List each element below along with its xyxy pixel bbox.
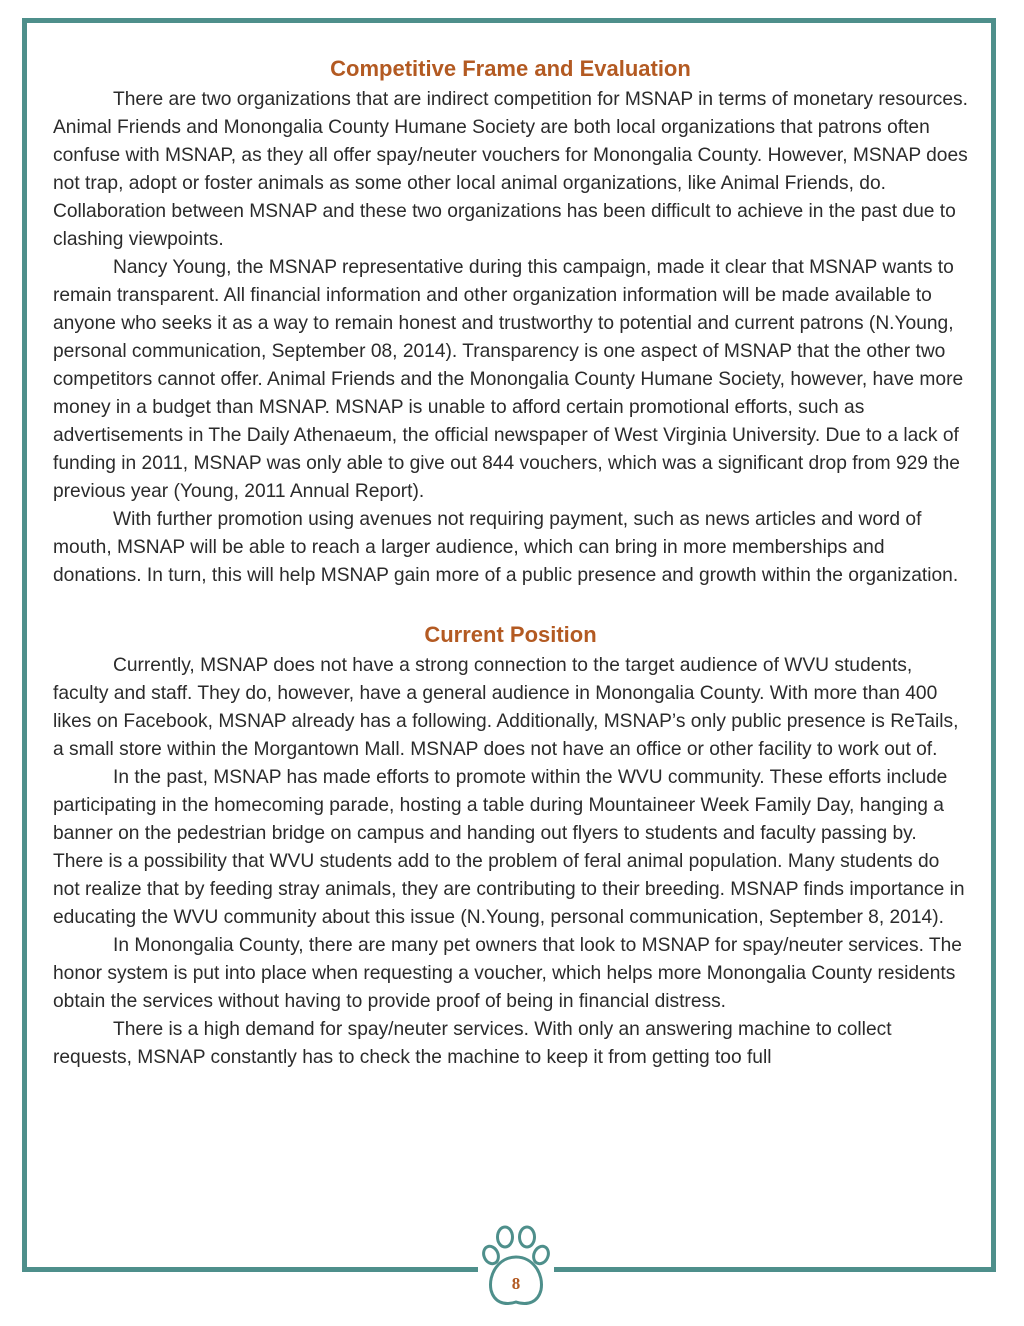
section-heading-competitive-frame: Competitive Frame and Evaluation (330, 56, 691, 81)
paragraph: There are two organizations that are indirect competition for MSNAP in terms of monetary resources. Animal Friends and Monongalia County Humane Society are both local organizations that patrons often confuse with MSNAP, as they all offer spay/neuter vouchers for Monongalia County. However, MSNAP does not trap, adopt or foster animals as some other local animal organizations, like Animal Friends, do. Collaboration between MSNAP and these two organizations has been difficult to achieve in the past due to clashing viewpoints. (53, 89, 968, 250)
paragraph: Nancy Young, the MSNAP representative during this campaign, made it clear that MSNAP wants to remain transparent. All financial information and other organization information will be made available to anyone who seeks it as a way to remain honest and trustworthy to potential and current patrons (N.Young, personal communication, September 08, 2014). Transparency is one aspect of MSNAP that the other two competitors cannot offer. Animal Friends and the Monongalia County Humane Society, however, have more money in a budget than MSNAP. MSNAP is unable to afford certain promotional efforts, such as advertisements in The Daily Athenaeum, the official newspaper of West Virginia University. Due to a lack of funding in 2011, MSNAP was only able to give out 844 vouchers, which was a significant drop from 929 the previous year (Young, 2011 Annual Report). (53, 257, 964, 502)
paragraph: In the past, MSNAP has made efforts to promote within the WVU community. These efforts include participating in the homecoming parade, hosting a table during Mountaineer Week Family Day, hanging a banner on the pedestrian bridge on campus and handing out flyers to students and faculty passing by. There is a possibility that WVU students add to the problem of feral animal population. Many students do not realize that by feeding stray animals, they are contributing to their breeding. MSNAP finds importance in educating the WVU community about this issue (N.Young, personal communication, September 8, 2014). (53, 767, 965, 928)
paragraph: There is a high demand for spay/neuter services. With only an answering machine to collect requests, MSNAP constantly has to check the machine to keep it from getting too full (53, 1019, 892, 1068)
paragraph: With further promotion using avenues not requiring payment, such as news articles and word of mouth, MSNAP will be able to reach a larger audience, which can bring in more memberships and donations. In turn, this will help MSNAP gain more of a public presence and growth within the organization. (53, 509, 959, 586)
section-heading-current-position: Current Position (424, 622, 597, 647)
paw-print-icon (478, 1224, 554, 1312)
footer-paw-badge (478, 1224, 554, 1312)
paragraph: Currently, MSNAP does not have a strong connection to the target audience of WVU students, faculty and staff. They do, however, have a general audience in Monongalia County. With more than 400 likes on Facebook, MSNAP already has a following. Additionally, MSNAP’s only public presence is ReTails, a small store within the Morgantown Mall. MSNAP does not have an office or other facility to work out of. (53, 655, 959, 760)
page-number: 8 (511, 1274, 521, 1293)
paragraph: In Monongalia County, there are many pet owners that look to MSNAP for spay/neuter services. The honor system is put into place when requesting a voucher, which helps more Monongalia County residents obtain the services without having to provide proof of being in financial distress. (53, 935, 962, 1012)
page-content (53, 52, 968, 1072)
